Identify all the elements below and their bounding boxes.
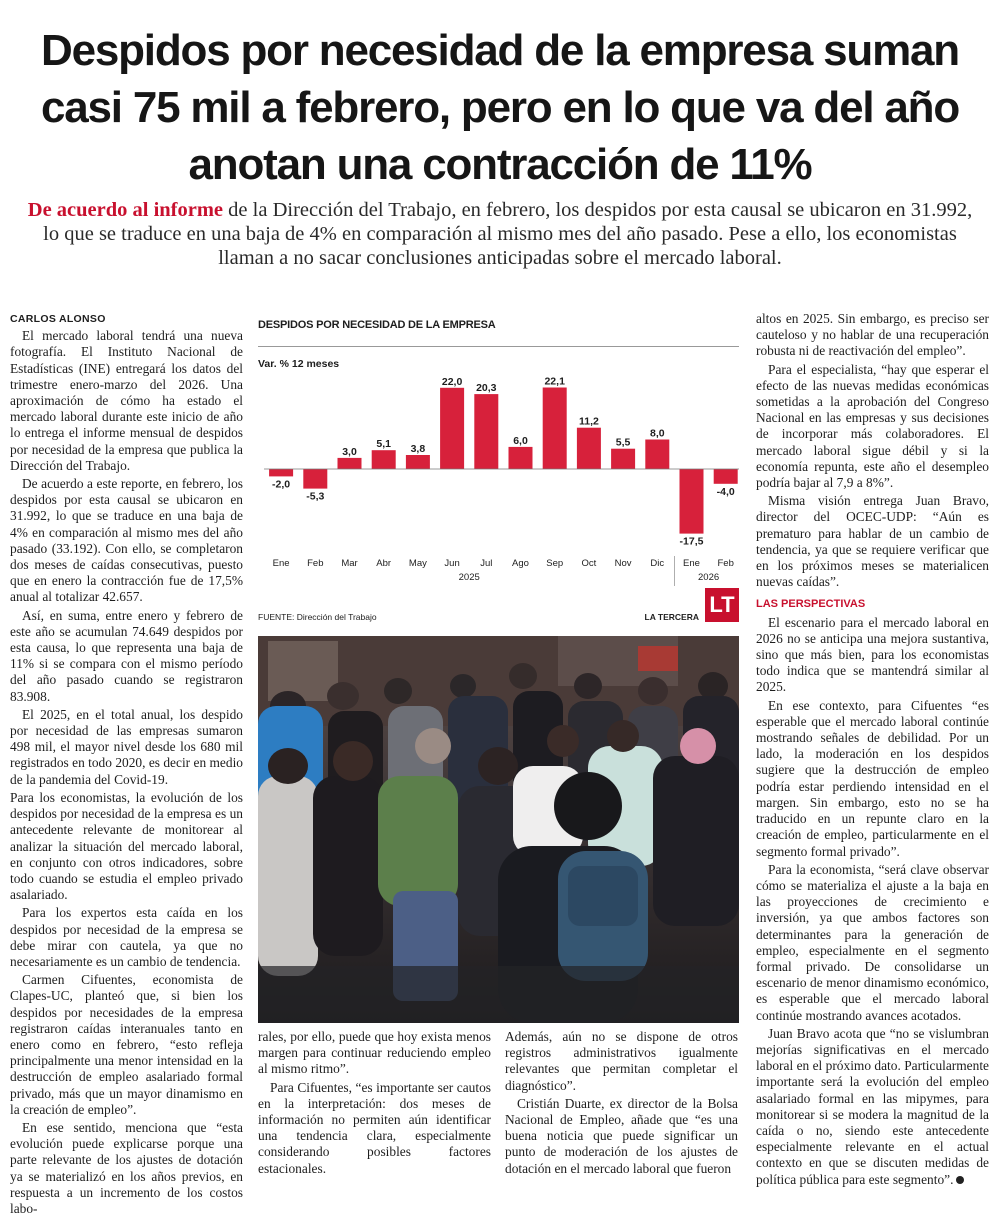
paragraph	[756, 1026, 989, 1188]
chart-bar	[714, 469, 738, 484]
headline: Despidos por necesidad de la empresa suman casi 75 mil a febrero, pero en lo que va del año anotan una contracción de 11%	[40, 26, 960, 189]
bar-value-label: 5,1	[376, 438, 392, 451]
bar-value-label: -2,0	[272, 478, 291, 491]
bar-value-label: -5,3	[306, 490, 325, 503]
chart-bar	[269, 469, 293, 476]
x-tick-label: Jun	[444, 558, 460, 569]
chart-bar	[372, 450, 396, 469]
x-tick-label: May	[408, 558, 427, 569]
paragraph: Misma visión entrega Juan Bravo, director del OCEC-UDP: “Aún es prematuro para hablar de un cambio de tendencia, ya que se requiere verificar que en los próximos meses se materialicen nuevas caídas”.	[756, 493, 989, 590]
bar-value-label: -17,5	[679, 535, 704, 548]
chart-bar	[338, 458, 362, 469]
chart-bar	[543, 388, 567, 470]
chart-bar	[440, 388, 464, 469]
year-label: 2026	[698, 572, 720, 583]
x-tick-label: Feb	[307, 558, 324, 569]
y-axis-label: Var. % 12 meses	[258, 358, 340, 370]
x-tick-label: Ago	[512, 558, 529, 569]
paragraph: Para el especialista, “hay que esperar el efecto de las nuevas medidas económicas sometidas a la aprobación del Congreso Nacional en las empresas y sus decisiones de incorporar más colaboradores. El mercado laboral sigue débil y si la economía repunta, este año el desempleo podría bajar al 7,9 a 8%”.	[756, 361, 989, 491]
bar-value-label: 20,3	[476, 382, 497, 395]
paragraph: En ese contexto, para Cifuentes “es esperable que el mercado laboral continúe mostrando señales de debilidad. Por un lado, la moderación en los despidos sugiere que la destrucción de empleo podría estar perdiendo intensidad en el margen. Sin embargo, esto no se ha traducido en un repunte claro en la creación de empleo, particularmente en el segmento formal privado”.	[756, 697, 989, 859]
x-tick-label: Sep	[546, 558, 564, 569]
bar-value-label: -4,0	[716, 485, 735, 498]
chart-bar	[680, 469, 704, 534]
x-tick-label: Dic	[650, 558, 665, 569]
paragraph: De acuerdo a este reporte, en febrero, los despidos por esta causal se ubicaron en 31.992, lo que se traduce en una baja de 4% en comparación al mismo mes del año pasado (33.192). Con ello, se completaron dos meses de caídas consecutivas, puesto que en enero la contracción fue de 17,5% anual al totalizar 42.657.	[10, 476, 243, 605]
bar-value-label: 3,0	[342, 445, 357, 458]
section-subhead: LAS PERSPECTIVAS	[756, 598, 866, 611]
paragraph: Además, aún no se dispone de otros registros administrativos igualmente relevantes que permitan completar el diagnóstico”.	[505, 1029, 738, 1093]
lede	[20, 198, 980, 270]
x-tick-label: Ene	[683, 558, 700, 569]
paragraph: Para los expertos esta caída en los despidos por necesidad de la empresa se debe mirar con cautela, ya que no necesariamente es un cambio de tendencia.	[10, 905, 243, 969]
bar-value-label: 11,2	[578, 415, 599, 428]
chart-bar	[303, 469, 327, 489]
article-column-4	[756, 311, 989, 1190]
article-column-3	[505, 1029, 738, 1179]
bar-value-label: 22,0	[441, 375, 463, 388]
paragraph-text: Juan Bravo acota que “no se vislumbran mejorías significativas en el mercado laboral en el próximo dato. Particularmente importante será la evolución del empleo asalariado formal en las mipymes, para monitorear si se modera la magnitud de la caída o no, siendo este antecedente especialmente relevante en el actual contexto en que se discuten medidas de política pública para este segmento”.	[756, 1025, 989, 1187]
paragraph: Para Cifuentes, “es importante ser cautos en la interpretación: dos meses de información no permiten aún identificar una tendencia clara, especialmente considerando posibles factores estacionales.	[258, 1079, 491, 1176]
year-label: 2025	[458, 572, 480, 583]
x-tick-label: Jul	[480, 558, 493, 569]
chart-panel	[258, 316, 739, 624]
x-tick-label: Abr	[376, 558, 392, 569]
chart-bar	[645, 440, 669, 470]
paragraph: El 2025, en el total anual, los despido por necesidad de las empresas sumaron 498 mil, el mayor nivel desde los 680 mil registrados en todo 2020, es decir en medio de la pandemia del Covid-19.	[10, 706, 243, 787]
paragraph: Cristián Duarte, ex director de la Bolsa Nacional de Empleo, añade que “es una buena noticia que puede significar un punto de moderación de los ajustes de dotación en el mercado laboral que fueron	[505, 1095, 738, 1176]
chart-brand: LA TERCERA	[644, 612, 699, 622]
article-column-2	[258, 1029, 491, 1179]
chart-source: FUENTE: Dirección del Trabajo	[258, 612, 377, 622]
end-of-article-icon	[956, 1176, 964, 1184]
chart-bar	[577, 428, 601, 469]
paragraph: El mercado laboral tendrá una nueva fotografía. El Instituto Nacional de Estadísticas (INE) entregará los datos del trimestre enero-marzo del 2026. Una aproximación de cómo ha estado el mercado laboral durante este inicio de año lo entrega el informe mensual de despidos por necesidad de la empresa que publica la Dirección del Trabajo.	[10, 328, 243, 473]
chart-title: DESPIDOS POR NECESIDAD DE LA EMPRESA	[258, 319, 496, 331]
x-tick-label: Mar	[341, 558, 358, 569]
article-column-1	[10, 311, 243, 1219]
lede-lead: De acuerdo al informe	[27, 199, 224, 221]
bar-chart	[258, 346, 739, 618]
chart-bar	[509, 447, 533, 469]
bar-value-label: 3,8	[410, 443, 426, 455]
paragraph: Carmen Cifuentes, economista de Clapes-UC, planteó que, si bien los despidos por necesidades de la empresa registraron caídas interanuales tanto en enero como en febrero, “esto refleja principalmente una menor intensidad en la destrucción de empleo asalariado formal privado, más que un mayor dinamismo en la creación de empleo”.	[10, 972, 243, 1117]
x-tick-label: Nov	[614, 558, 632, 569]
byline: CARLOS ALONSO	[10, 313, 106, 325]
paragraph: Para los economistas, la evolución de los despidos por necesidad de la empresa es un antecedente relevante de monitorear al analizar la situación del mercado laboral, en conjunto con otros indicadores, sobre todo cuando se estudia el empleo privado asalariado.	[10, 789, 243, 903]
photo-pedestrians	[258, 636, 739, 1023]
bar-value-label: 5,5	[615, 436, 631, 449]
bar-value-label: 22,1	[544, 375, 565, 388]
paragraph: altos en 2025. Sin embargo, es preciso ser cauteloso y no hablar de una recuperación robusta ni de reactivación del empleo”.	[756, 311, 989, 359]
chart-bar	[611, 449, 635, 469]
paragraph: rales, por ello, puede que hoy exista menos margen para continuar reduciendo empleo al mismo ritmo”.	[258, 1029, 491, 1077]
x-tick-label: Ene	[272, 558, 290, 569]
bar-value-label: 6,0	[513, 434, 528, 447]
chart-bar	[406, 455, 430, 469]
paragraph: En ese sentido, menciona que “esta evolución puede explicarse porque una parte relevante de los ajustes de dotación ya se materializó en los años previos, en respuesta a un incremento de los costos labo-	[10, 1119, 243, 1216]
lede-text: de la Dirección del Trabajo, en febrero, los despidos por esta causal se ubicaron en 31.992, lo que se traduce en una baja de 4% en comparación al mismo mes del año pasado. Pese a ello, los economistas llaman a no sacar conclusiones anticipadas sobre el mercado laboral.	[43, 199, 973, 269]
x-tick-label: Feb	[717, 558, 734, 569]
paragraph: El escenario para el mercado laboral en 2026 no se anticipa una mejora sustantiva, sino que más bien, para los economistas todo indica que se mantendrá similar al 2025.	[756, 614, 989, 695]
paragraph: Para la economista, “será clave observar cómo se materializa el ajuste a la baja en las proyecciones de crecimiento e inversión, ya que ambos factores son determinantes para la generación de empleo, especialmente en el segmento formal privado. De consolidarse un escenario de menor dinamismo económico, es esperable que el mercado laboral continúe mostrando avances acotados.	[756, 861, 989, 1023]
chart-bar	[474, 394, 498, 469]
la-tercera-logo: LT	[705, 588, 739, 622]
paragraph: Así, en suma, entre enero y febrero de este año se acumulan 74.649 despidos por esta causa, lo que representa una baja de 11% si se compara con el mismo período del año pasado cuando se registraron 83.908.	[10, 607, 243, 704]
x-tick-label: Oct	[581, 558, 597, 569]
bar-value-label: 8,0	[649, 427, 665, 440]
